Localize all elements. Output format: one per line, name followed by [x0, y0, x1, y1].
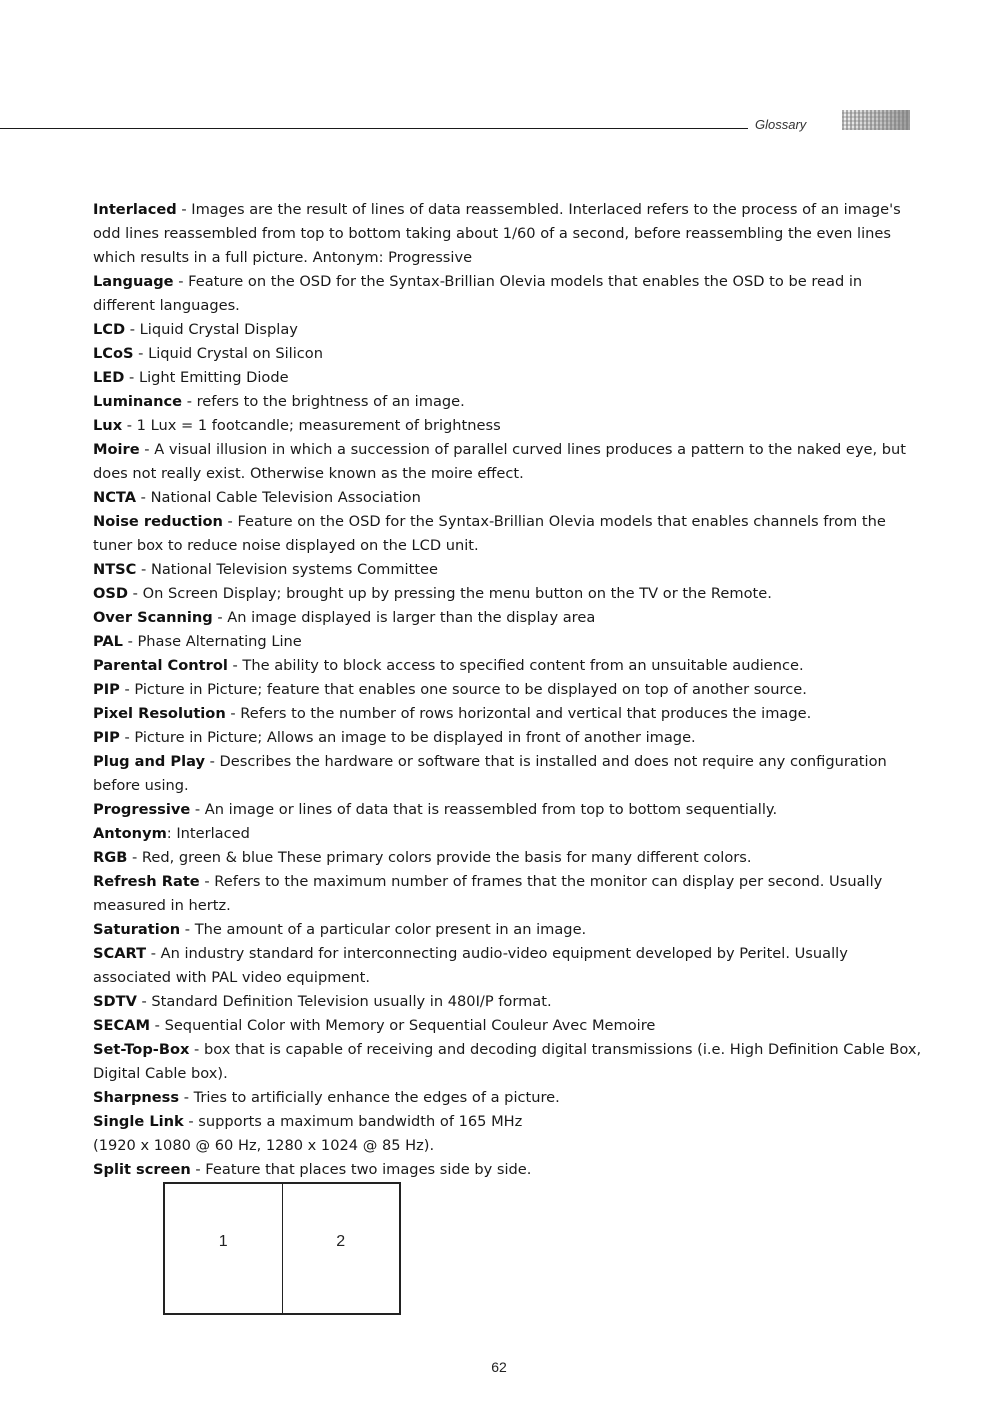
glossary-entry-parental-control: Parental Control - The ability to block access to specified content from an unsuitable audience. [93, 657, 804, 674]
glossary-entry-secam: SECAM - Sequential Color with Memory or Sequential Couleur Avec Memoire [93, 1017, 656, 1034]
split-pane-right: 2 [282, 1184, 400, 1313]
glossary-entry-pixel-resolution: Pixel Resolution - Refers to the number of rows horizontal and vertical that produces the image. [93, 705, 812, 722]
glossary-entry-antonym: Antonym: Interlaced [93, 825, 250, 842]
glossary-entry-refresh-rate: Refresh Rate - Refers to the maximum number of frames that the monitor can display per second. Usually measured in hertz. [93, 873, 883, 914]
header-rule [0, 128, 748, 129]
glossary-entry-language: Language - Feature on the OSD for the Syntax-Brillian Olevia models that enables the OSD to be read in different languages. [93, 273, 863, 314]
glossary-entry-saturation: Saturation - The amount of a particular color present in an image. [93, 921, 587, 938]
glossary-entry-ntsc: NTSC - National Television systems Committee [93, 561, 439, 578]
glossary-entry-interlaced: Interlaced - Images are the result of lines of data reassembled. Interlaced refers to the process of an image's odd lines reassembled from top to bottom taking about 1/60 of a second, before reassembling the even lines which results in a full picture. Antonym: Progressive [93, 201, 901, 266]
glossary-entry-luminance: Luminance - refers to the brightness of an image. [93, 393, 465, 410]
split-screen-diagram [163, 1182, 401, 1315]
glossary-entry-moire: Moire - A visual illusion in which a succession of parallel curved lines produces a pattern to the naked eye, but does not really exist. Otherwise known as the moire effect. [93, 441, 906, 482]
glossary-entry-lcd: LCD - Liquid Crystal Display [93, 321, 298, 338]
glossary-entry-pal: PAL - Phase Alternating Line [93, 633, 302, 650]
glossary-entry-lcos: LCoS - Liquid Crystal on Silicon [93, 345, 323, 362]
header-title: Glossary [755, 117, 807, 132]
glossary-entry-ncta: NCTA - National Cable Television Association [93, 489, 421, 506]
glossary-entry-led: LED - Light Emitting Diode [93, 369, 289, 386]
glossary-entry-rgb: RGB - Red, green & blue These primary colors provide the basis for many different colors. [93, 849, 752, 866]
split-pane-left: 1 [218, 1232, 228, 1250]
page-number: 62 [491, 1359, 507, 1375]
brand-logo-icon [842, 110, 910, 130]
glossary-entry-noise-reduction: Noise reduction - Feature on the OSD for the Syntax-Brillian Olevia models that enables channels from the tuner box to reduce noise displayed on the LCD unit. [93, 513, 886, 554]
glossary-entry-plug-and-play: Plug and Play - Describes the hardware or software that is installed and does not require any configuration before using. [93, 753, 887, 794]
glossary-entry-lux: Lux - 1 Lux = 1 footcandle; measurement of brightness [93, 417, 501, 434]
glossary-entry-set-top-box: Set-Top-Box - box that is capable of receiving and decoding digital transmissions (i.e. High Definition Cable Box, Digital Cable box). [93, 1041, 922, 1082]
glossary-entry-sharpness: Sharpness - Tries to artificially enhance the edges of a picture. [93, 1089, 560, 1106]
glossary-entry-pip-2: PIP - Picture in Picture; Allows an image to be displayed in front of another image. [93, 729, 696, 746]
glossary-entry-scart: SCART - An industry standard for interconnecting audio-video equipment developed by Peritel. Usually associated with PAL video equipment. [93, 945, 848, 986]
glossary-list [93, 198, 923, 1182]
glossary-entry-pip: PIP - Picture in Picture; feature that enables one source to be displayed on top of another source. [93, 681, 807, 698]
glossary-entry-progressive: Progressive - An image or lines of data that is reassembled from top to bottom sequentially. [93, 801, 778, 818]
glossary-entry-single-link: Single Link - supports a maximum bandwidth of 165 MHz (1920 x 1080 @ 60 Hz, 1280 x 1024 @ 85 Hz). [93, 1113, 523, 1154]
glossary-entry-split-screen: Split screen - Feature that places two images side by side. [93, 1161, 532, 1178]
glossary-entry-sdtv: SDTV - Standard Definition Television usually in 480I/P format. [93, 993, 552, 1010]
glossary-entry-over-scanning: Over Scanning - An image displayed is larger than the display area [93, 609, 596, 626]
glossary-entry-osd: OSD - On Screen Display; brought up by pressing the menu button on the TV or the Remote. [93, 585, 772, 602]
